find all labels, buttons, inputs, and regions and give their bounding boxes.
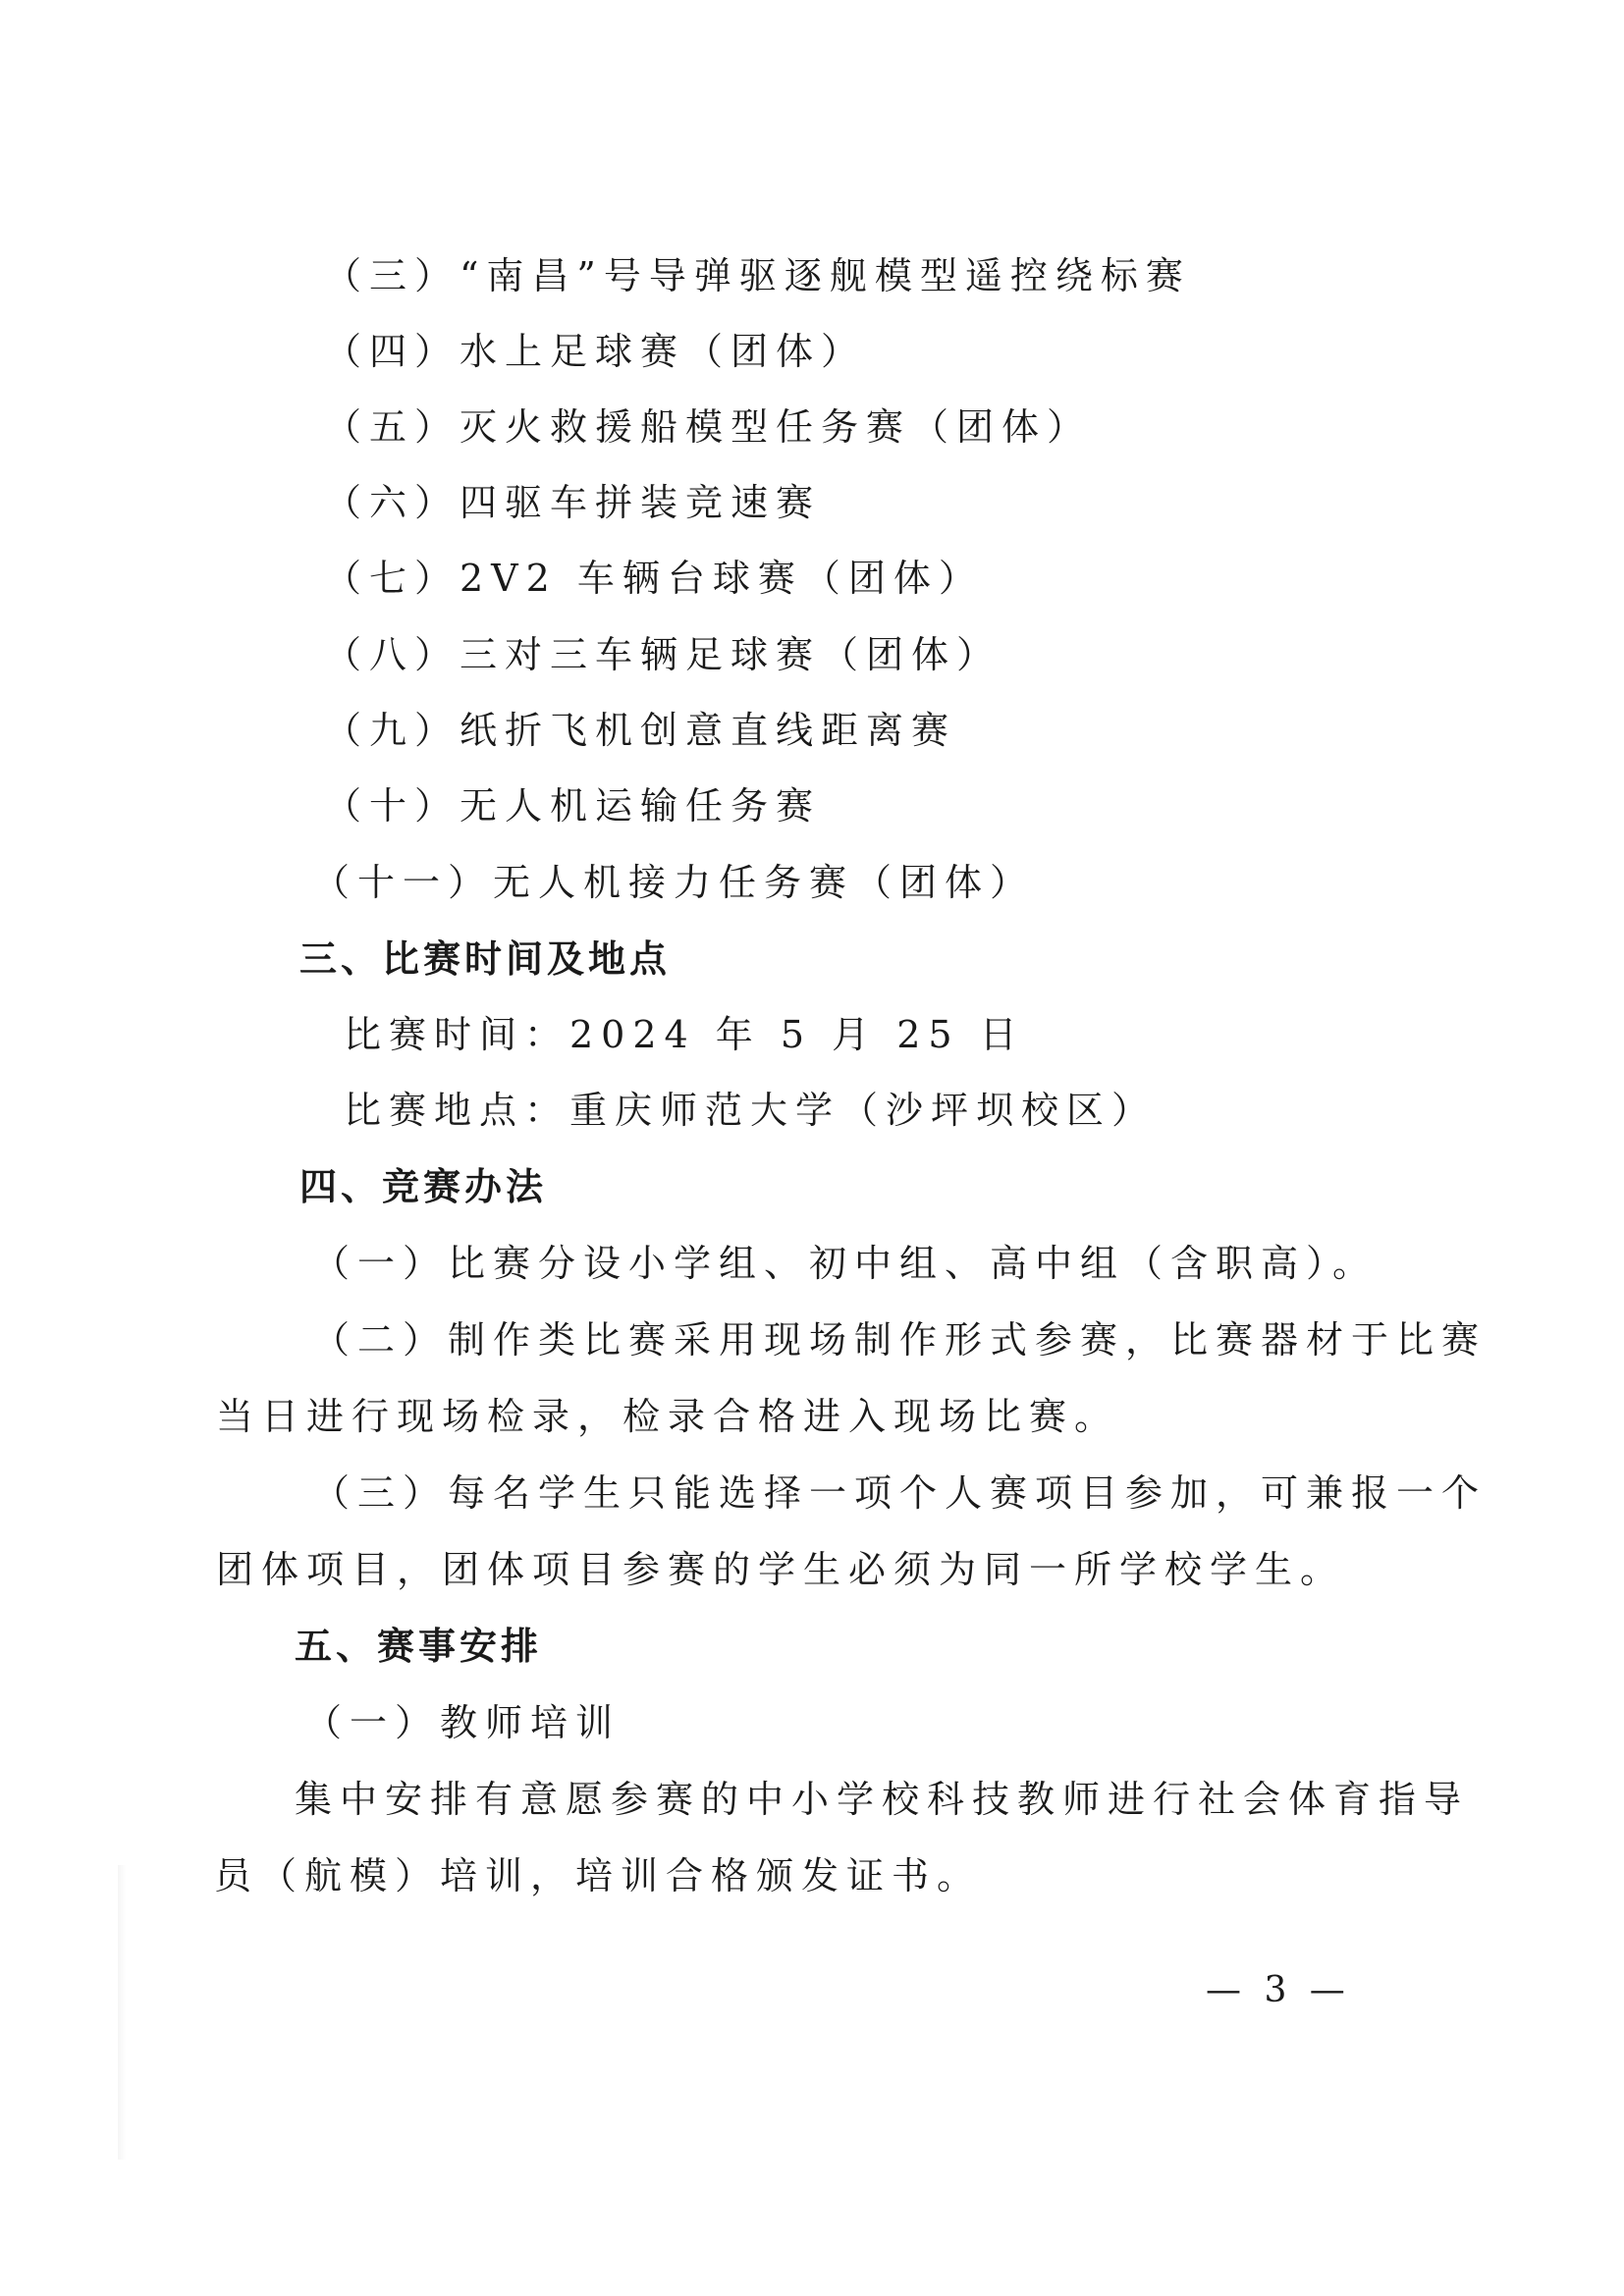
event-item-7: （七）2V2 车辆台球赛（团体） (324, 557, 984, 600)
event-item-11: （十一）无人机接力任务赛（团体） (312, 861, 1036, 904)
event-item-8: （八）三对三车辆足球赛（团体） (324, 633, 1002, 676)
teacher-training-subheading: （一）教师培训 (304, 1701, 622, 1744)
rule-1: （一）比赛分设小学组、初中组、高中组（含职高）。 (312, 1242, 1379, 1285)
rule-3-line-2: 团体项目，团体项目参赛的学生必须为同一所学校学生。 (216, 1548, 1346, 1591)
training-line-1: 集中安排有意愿参赛的中小学校科技教师进行社会体育指导 (295, 1778, 1470, 1821)
event-item-5: （五）灭火救援船模型任务赛（团体） (324, 405, 1093, 449)
section-4-heading: 四、竞赛办法 (299, 1165, 548, 1208)
event-item-4: （四）水上足球赛（团体） (324, 330, 867, 373)
page-number: — 3 — (1206, 1970, 1351, 2010)
event-item-3: （三）“南昌”号导弹驱逐舰模型遥控绕标赛 (324, 254, 1191, 297)
event-item-9: （九）纸折飞机创意直线距离赛 (324, 709, 957, 752)
rule-2-line-2: 当日进行现场检录，检录合格进入现场比赛。 (216, 1395, 1120, 1438)
rule-2-line-1: （二）制作类比赛采用现场制作形式参赛，比赛器材于比赛 (312, 1318, 1488, 1362)
event-item-10: （十）无人机运输任务赛 (324, 784, 822, 828)
event-item-6: （六）四驱车拼装竞速赛 (324, 481, 822, 524)
training-line-2: 员（航模）培训，培训合格颁发证书。 (214, 1854, 983, 1897)
scan-edge-shadow (118, 1865, 126, 2160)
section-5-heading: 五、赛事安排 (295, 1625, 543, 1668)
rule-3-line-1: （三）每名学生只能选择一项个人赛项目参加，可兼报一个 (312, 1471, 1488, 1515)
competition-time: 比赛时间：2024 年 5 月 25 日 (344, 1013, 1025, 1056)
competition-place: 比赛地点：重庆师范大学（沙坪坝校区） (344, 1089, 1158, 1132)
section-3-heading: 三、比赛时间及地点 (299, 937, 672, 981)
